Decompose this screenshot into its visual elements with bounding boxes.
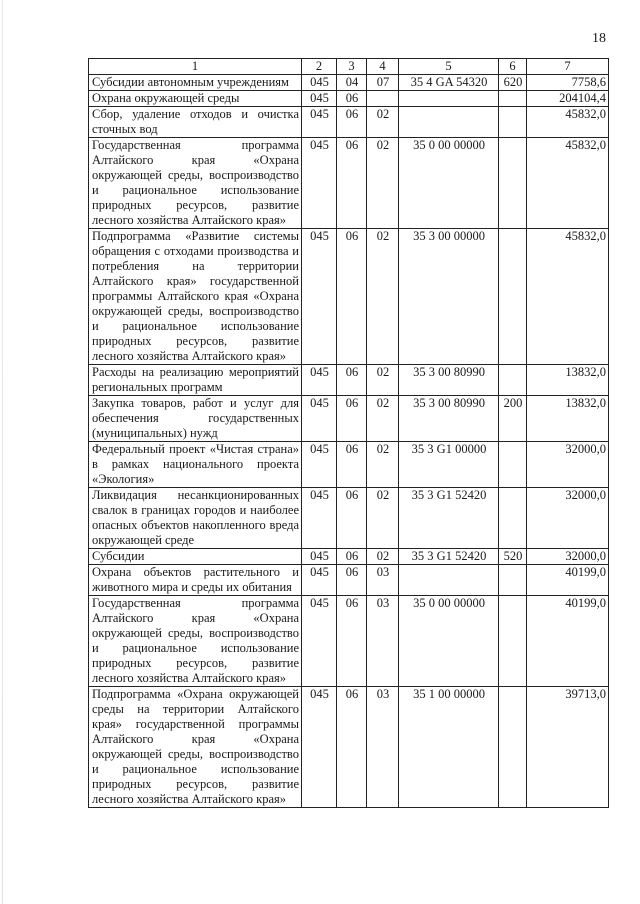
cell-subsection: 03 — [367, 687, 399, 808]
cell-ministry: 045 — [302, 442, 337, 488]
cell-section: 06 — [337, 107, 367, 138]
cell-amount: 204104,4 — [527, 91, 609, 107]
cell-ministry: 045 — [302, 138, 337, 229]
cell-subsection: 02 — [367, 442, 399, 488]
table-row — [89, 396, 609, 442]
row-name: Подпрограмма «Развитие системы обращения с отходами производства и потребления на территории Алтайского края» государственной программы Алтайского края «Охрана окружающей среды, воспроизводство и рациональное использование природных ресурсов, развитие лесного хозяйства Алтайского края» — [89, 229, 302, 365]
cell-amount: 40199,0 — [527, 596, 609, 687]
cell-target-code: 35 1 00 00000 — [399, 687, 499, 808]
cell-amount: 40199,0 — [527, 565, 609, 596]
column-header: 6 — [499, 59, 527, 75]
cell-section: 06 — [337, 687, 367, 808]
cell-expense-type: 520 — [499, 549, 527, 565]
row-name: Федеральный проект «Чистая страна» в рамках национального проекта «Экология» — [89, 442, 302, 488]
column-header: 7 — [527, 59, 609, 75]
column-header: 3 — [337, 59, 367, 75]
cell-target-code: 35 3 G1 52420 — [399, 549, 499, 565]
cell-section: 06 — [337, 549, 367, 565]
cell-ministry: 045 — [302, 229, 337, 365]
cell-subsection: 02 — [367, 488, 399, 549]
cell-ministry: 045 — [302, 107, 337, 138]
cell-amount: 32000,0 — [527, 442, 609, 488]
cell-expense-type — [499, 229, 527, 365]
cell-amount: 45832,0 — [527, 107, 609, 138]
row-name: Подпрограмма «Охрана окружающей среды на территории Алтайского края» государственной программы Алтайского края «Охрана окружающей среды, воспроизводство и рациональное использование природных ресурсов, развитие лесного хозяйства Алтайского края» — [89, 687, 302, 808]
page-number: 18 — [592, 31, 606, 46]
cell-ministry: 045 — [302, 75, 337, 91]
column-header: 4 — [367, 59, 399, 75]
cell-section: 06 — [337, 488, 367, 549]
cell-ministry: 045 — [302, 488, 337, 549]
table-row — [89, 565, 609, 596]
table-row — [89, 229, 609, 365]
cell-section: 06 — [337, 565, 367, 596]
cell-amount: 13832,0 — [527, 365, 609, 396]
cell-ministry: 045 — [302, 687, 337, 808]
cell-amount: 39713,0 — [527, 687, 609, 808]
table-row — [89, 488, 609, 549]
cell-target-code — [399, 91, 499, 107]
cell-ministry: 045 — [302, 365, 337, 396]
cell-subsection: 02 — [367, 549, 399, 565]
header-row — [89, 59, 609, 75]
cell-section: 06 — [337, 396, 367, 442]
table-row — [89, 138, 609, 229]
cell-section: 06 — [337, 365, 367, 396]
cell-subsection: 02 — [367, 107, 399, 138]
row-name: Закупка товаров, работ и услуг для обеспечения государственных (муниципальных) нужд — [89, 396, 302, 442]
cell-section: 06 — [337, 229, 367, 365]
cell-subsection: 03 — [367, 596, 399, 687]
cell-target-code — [399, 565, 499, 596]
cell-amount: 32000,0 — [527, 549, 609, 565]
cell-expense-type — [499, 687, 527, 808]
cell-subsection: 02 — [367, 229, 399, 365]
cell-target-code: 35 3 00 80990 — [399, 365, 499, 396]
cell-subsection: 03 — [367, 565, 399, 596]
cell-subsection: 02 — [367, 138, 399, 229]
table-row — [89, 107, 609, 138]
cell-amount: 7758,6 — [527, 75, 609, 91]
cell-target-code: 35 3 G1 52420 — [399, 488, 499, 549]
cell-subsection: 02 — [367, 396, 399, 442]
cell-target-code: 35 3 00 00000 — [399, 229, 499, 365]
column-header: 5 — [399, 59, 499, 75]
cell-amount: 45832,0 — [527, 138, 609, 229]
scan-edge-line — [2, 0, 3, 904]
row-name: Субсидии автономным учреждениям — [89, 75, 302, 91]
cell-amount: 32000,0 — [527, 488, 609, 549]
cell-ministry: 045 — [302, 91, 337, 107]
row-name: Охрана окружающей среды — [89, 91, 302, 107]
cell-expense-type — [499, 565, 527, 596]
cell-section: 06 — [337, 442, 367, 488]
cell-ministry: 045 — [302, 565, 337, 596]
cell-expense-type — [499, 91, 527, 107]
column-header: 1 — [89, 59, 302, 75]
cell-subsection — [367, 91, 399, 107]
cell-section: 06 — [337, 138, 367, 229]
table-row — [89, 91, 609, 107]
table-row — [89, 75, 609, 91]
cell-expense-type — [499, 365, 527, 396]
cell-target-code: 35 4 GA 54320 — [399, 75, 499, 91]
table-row — [89, 365, 609, 396]
cell-expense-type — [499, 107, 527, 138]
cell-ministry: 045 — [302, 596, 337, 687]
row-name: Охрана объектов растительного и животного мира и среды их обитания — [89, 565, 302, 596]
cell-target-code: 35 0 00 00000 — [399, 596, 499, 687]
row-name: Субсидии — [89, 549, 302, 565]
cell-expense-type: 620 — [499, 75, 527, 91]
row-name: Государственная программа Алтайского края «Охрана окружающей среды, воспроизводство и рациональное использование природных ресурсов, развитие лесного хозяйства Алтайского края» — [89, 138, 302, 229]
cell-target-code: 35 3 00 80990 — [399, 396, 499, 442]
cell-subsection: 07 — [367, 75, 399, 91]
row-name: Расходы на реализацию мероприятий региональных программ — [89, 365, 302, 396]
row-name: Ликвидация несанкционированных свалок в границах городов и наиболее опасных объектов накопленного вреда окружающей среде — [89, 488, 302, 549]
cell-section: 04 — [337, 75, 367, 91]
cell-section: 06 — [337, 596, 367, 687]
column-header: 2 — [302, 59, 337, 75]
cell-subsection: 02 — [367, 365, 399, 396]
cell-expense-type — [499, 442, 527, 488]
table-row — [89, 442, 609, 488]
table-row — [89, 596, 609, 687]
row-name: Сбор, удаление отходов и очистка сточных вод — [89, 107, 302, 138]
cell-expense-type — [499, 488, 527, 549]
cell-target-code — [399, 107, 499, 138]
cell-expense-type: 200 — [499, 396, 527, 442]
budget-table — [88, 58, 609, 808]
cell-expense-type — [499, 596, 527, 687]
row-name: Государственная программа Алтайского края «Охрана окружающей среды, воспроизводство и рациональное использование природных ресурсов, развитие лесного хозяйства Алтайского края» — [89, 596, 302, 687]
table-row — [89, 549, 609, 565]
table-row — [89, 687, 609, 808]
cell-target-code: 35 0 00 00000 — [399, 138, 499, 229]
cell-amount: 45832,0 — [527, 229, 609, 365]
cell-section: 06 — [337, 91, 367, 107]
cell-expense-type — [499, 138, 527, 229]
cell-amount: 13832,0 — [527, 396, 609, 442]
cell-ministry: 045 — [302, 549, 337, 565]
cell-target-code: 35 3 G1 00000 — [399, 442, 499, 488]
cell-ministry: 045 — [302, 396, 337, 442]
